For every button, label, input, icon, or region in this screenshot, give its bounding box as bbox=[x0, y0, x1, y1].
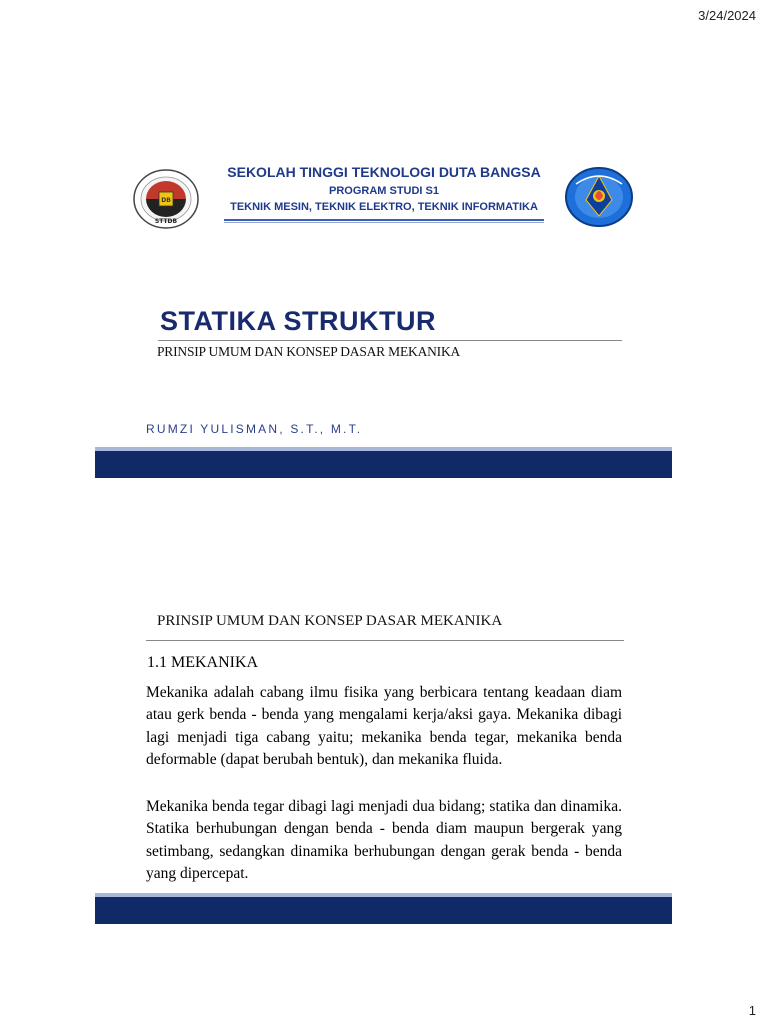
slide2-footer-band bbox=[95, 897, 672, 924]
slide2-title-divider bbox=[146, 640, 624, 641]
svg-text:STTDB: STTDB bbox=[154, 218, 178, 225]
header-divider bbox=[224, 219, 544, 221]
section-heading: 1.1 MEKANIKA bbox=[147, 654, 259, 671]
sttdb-logo bbox=[132, 168, 200, 230]
print-date: 3/24/2024 bbox=[698, 8, 756, 23]
presentation-subtitle: PRINSIP UMUM DAN KONSEP DASAR MEKANIKA bbox=[157, 344, 461, 359]
paragraph-2: Mekanika benda tegar dibagi lagi menjadi dua bidang; statika dan dinamika. Statika berhubungan dengan benda - benda diam maupun bergerak yang setimbang, sedangkan dinamika berhubungan dengan gerak benda - benda yang dipercepat. bbox=[146, 798, 622, 882]
slide1-footer-band bbox=[95, 451, 672, 478]
page-number: 1 bbox=[748, 1003, 756, 1018]
author-name: RUMZI YULISMAN, S.T., M.T. bbox=[146, 422, 363, 436]
institution-name: SEKOLAH TINGGI TEKNOLOGI DUTA BANGSA bbox=[227, 164, 541, 180]
header-divider-shadow bbox=[224, 222, 544, 223]
tut-wuri-handayani-logo bbox=[564, 166, 634, 228]
department-list: TEKNIK MESIN, TEKNIK ELEKTRO, TEKNIK INFORMATIKA bbox=[230, 201, 538, 213]
svg-text:DB: DB bbox=[161, 197, 171, 204]
tut-wuri-handayani-emblem-icon bbox=[564, 166, 634, 228]
study-program: PROGRAM STUDI S1 bbox=[328, 185, 439, 197]
slide2-title: PRINSIP UMUM DAN KONSEP DASAR MEKANIKA bbox=[157, 613, 503, 629]
presentation-title: STATIKA STRUKTUR bbox=[160, 306, 436, 336]
paragraph-1: Mekanika adalah cabang ilmu fisika yang berbicara tentang keadaan diam atau gerk benda - benda yang mengalami kerja/aksi gaya. Mekanika dibagi lagi menjadi tiga cabang yaitu; mekanika benda tegar, mekanika benda deformable (dapat berubah bentuk), dan mekanika fluida. bbox=[146, 684, 622, 768]
sttdb-emblem-icon bbox=[132, 168, 200, 230]
title-divider bbox=[158, 340, 622, 341]
